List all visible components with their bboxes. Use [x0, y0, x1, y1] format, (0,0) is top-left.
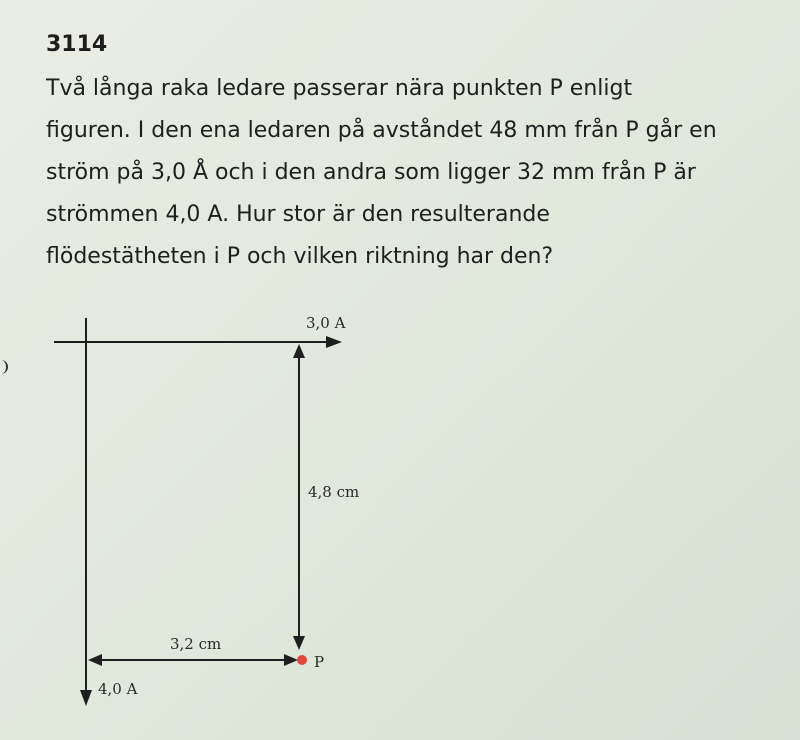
arrowhead-right [284, 654, 298, 666]
arrowhead-left [88, 654, 102, 666]
problem-line: ström på 3,0 Å och i den andra som ligger 32 mm från P är [46, 160, 696, 185]
arrowhead-up [293, 344, 305, 358]
current-arrow-right [326, 336, 342, 348]
current-arrow-down [80, 690, 92, 706]
problem-line: strömmen 4,0 A. Hur stor är den resulterande [46, 202, 550, 227]
problem-line: Två långa raka ledare passerar nära punkten P enligt [46, 76, 633, 101]
problem-line: figuren. I den ena ledaren på avståndet 48 mm från P går en [46, 118, 717, 143]
current-label-top: 3,0 A [306, 314, 346, 332]
arrowhead-down [293, 636, 305, 650]
current-label-left: 4,0 A [98, 680, 138, 698]
problem-line: flödestätheten i P och vilken riktning har den? [46, 244, 554, 269]
distance-label-vertical: 4,8 cm [308, 483, 360, 501]
distance-label-horizontal: 3,2 cm [170, 635, 222, 653]
point-label: P [314, 653, 325, 671]
problem-number: 3114 [46, 32, 108, 57]
point-p-marker [297, 655, 307, 665]
